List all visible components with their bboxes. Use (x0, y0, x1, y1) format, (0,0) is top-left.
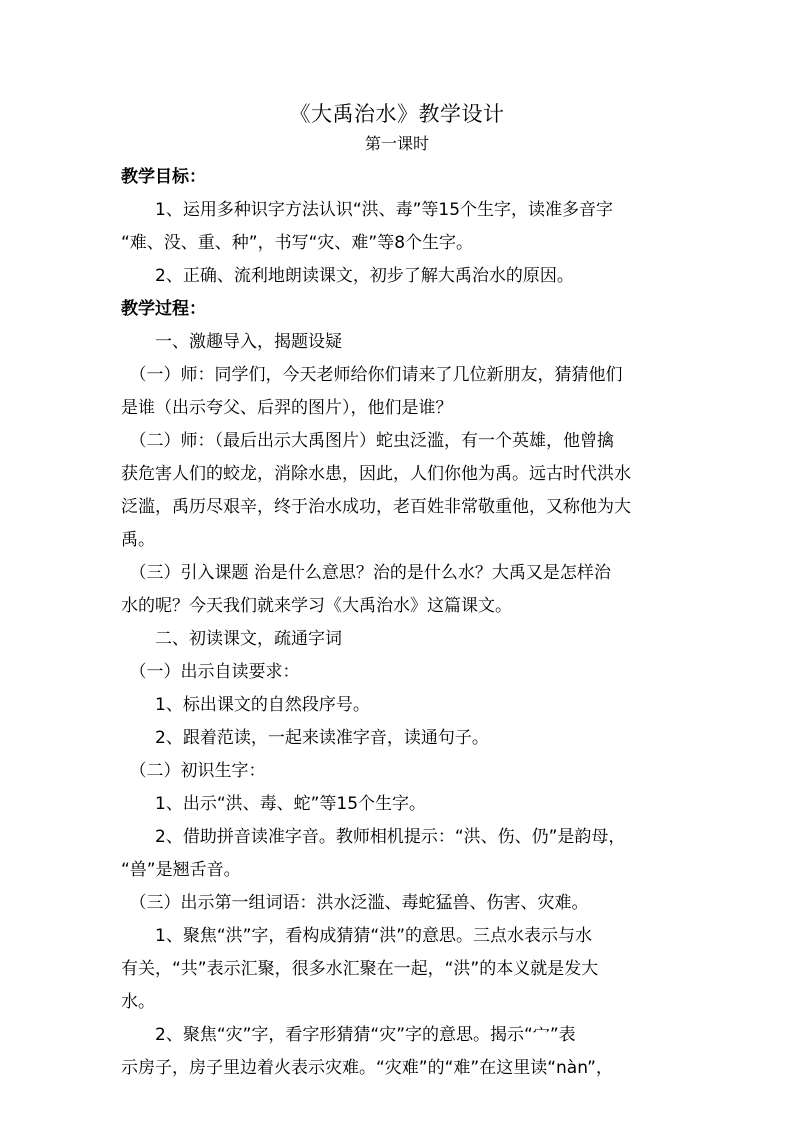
text-line: （二）师：（最后出示大禹图片）蛇虫泛滥，有一个英雄，他曾擒 (121, 431, 614, 451)
text-line: “兽”是翘舌音。 (121, 860, 241, 880)
text-line: 2、正确、流利地朗读课文，初步了解大禹治水的原因。 (121, 266, 574, 286)
text-line: 2、聚焦“灾”字，看字形猜猜“灾”字的意思。揭示“宀”表 (121, 1025, 576, 1045)
text-line: （一）师：同学们，今天老师给你们请来了几位新朋友，猜猜他们 (121, 365, 623, 385)
text-line: 示房子，房子里边着火表示灾难。“灾难”的“难”在这里读“nàn”， (121, 1058, 613, 1078)
text-line: 1、聚焦“洪”字，看构成猜猜“洪”的意思。三点水表示与水 (121, 926, 593, 946)
text-line: 泛滥，禹历尽艰辛，终于治水成功，老百姓非常敬重他，又称他为大 (121, 497, 631, 517)
text-line: 一、激趣导入，揭题设疑 (121, 332, 342, 352)
text-line: 二、初读课文，疏通字词 (121, 629, 342, 649)
text-line: （三）出示第一组词语：洪水泛滥、毒蛇猛兽、伤害、灾难。 (121, 893, 589, 913)
text-line: 水的呢？今天我们就来学习《大禹治水》这篇课文。 (121, 596, 512, 616)
text-line: 有关，“共”表示汇聚，很多水汇聚在一起，“洪”的本义就是发大 (121, 959, 599, 979)
lesson-subtitle: 第一课时 (364, 134, 429, 153)
text-line: 1、运用多种识字方法认识“洪、毒”等15个生字，读准多音字 (121, 200, 614, 220)
section-heading: 教学目标： (121, 167, 206, 187)
text-line: （三）引入课题 治是什么意思？治的是什么水？大禹又是怎样治 (121, 563, 611, 583)
text-line: 1、出示“洪、毒、蛇”等15个生字。 (121, 794, 427, 814)
text-line: 获危害人们的蛟龙，消除水患，因此，人们你他为禹。远古时代洪水 (121, 464, 631, 484)
text-line: 水。 (121, 992, 155, 1012)
text-line: 2、借助拼音读准字音。教师相机提示：“洪、伤、仍”是韵母， (121, 827, 626, 847)
section-heading: 教学过程： (121, 299, 206, 319)
text-line: 禹。 (121, 530, 155, 550)
text-line: （二）初识生字： (121, 761, 266, 781)
document-title: 《大禹治水》教学设计 (289, 102, 505, 126)
text-line: 2、跟着范读，一起来读准字音，读通句子。 (121, 728, 489, 748)
text-line: 1、标出课文的自然段序号。 (121, 695, 370, 715)
text-line: “难、没、重、种”，书写“灾、难”等8个生字。 (121, 233, 474, 253)
text-line: 是谁（出示夸父、后羿的图片），他们是谁？ (121, 398, 453, 418)
text-line: （一）出示自读要求： (121, 662, 300, 682)
